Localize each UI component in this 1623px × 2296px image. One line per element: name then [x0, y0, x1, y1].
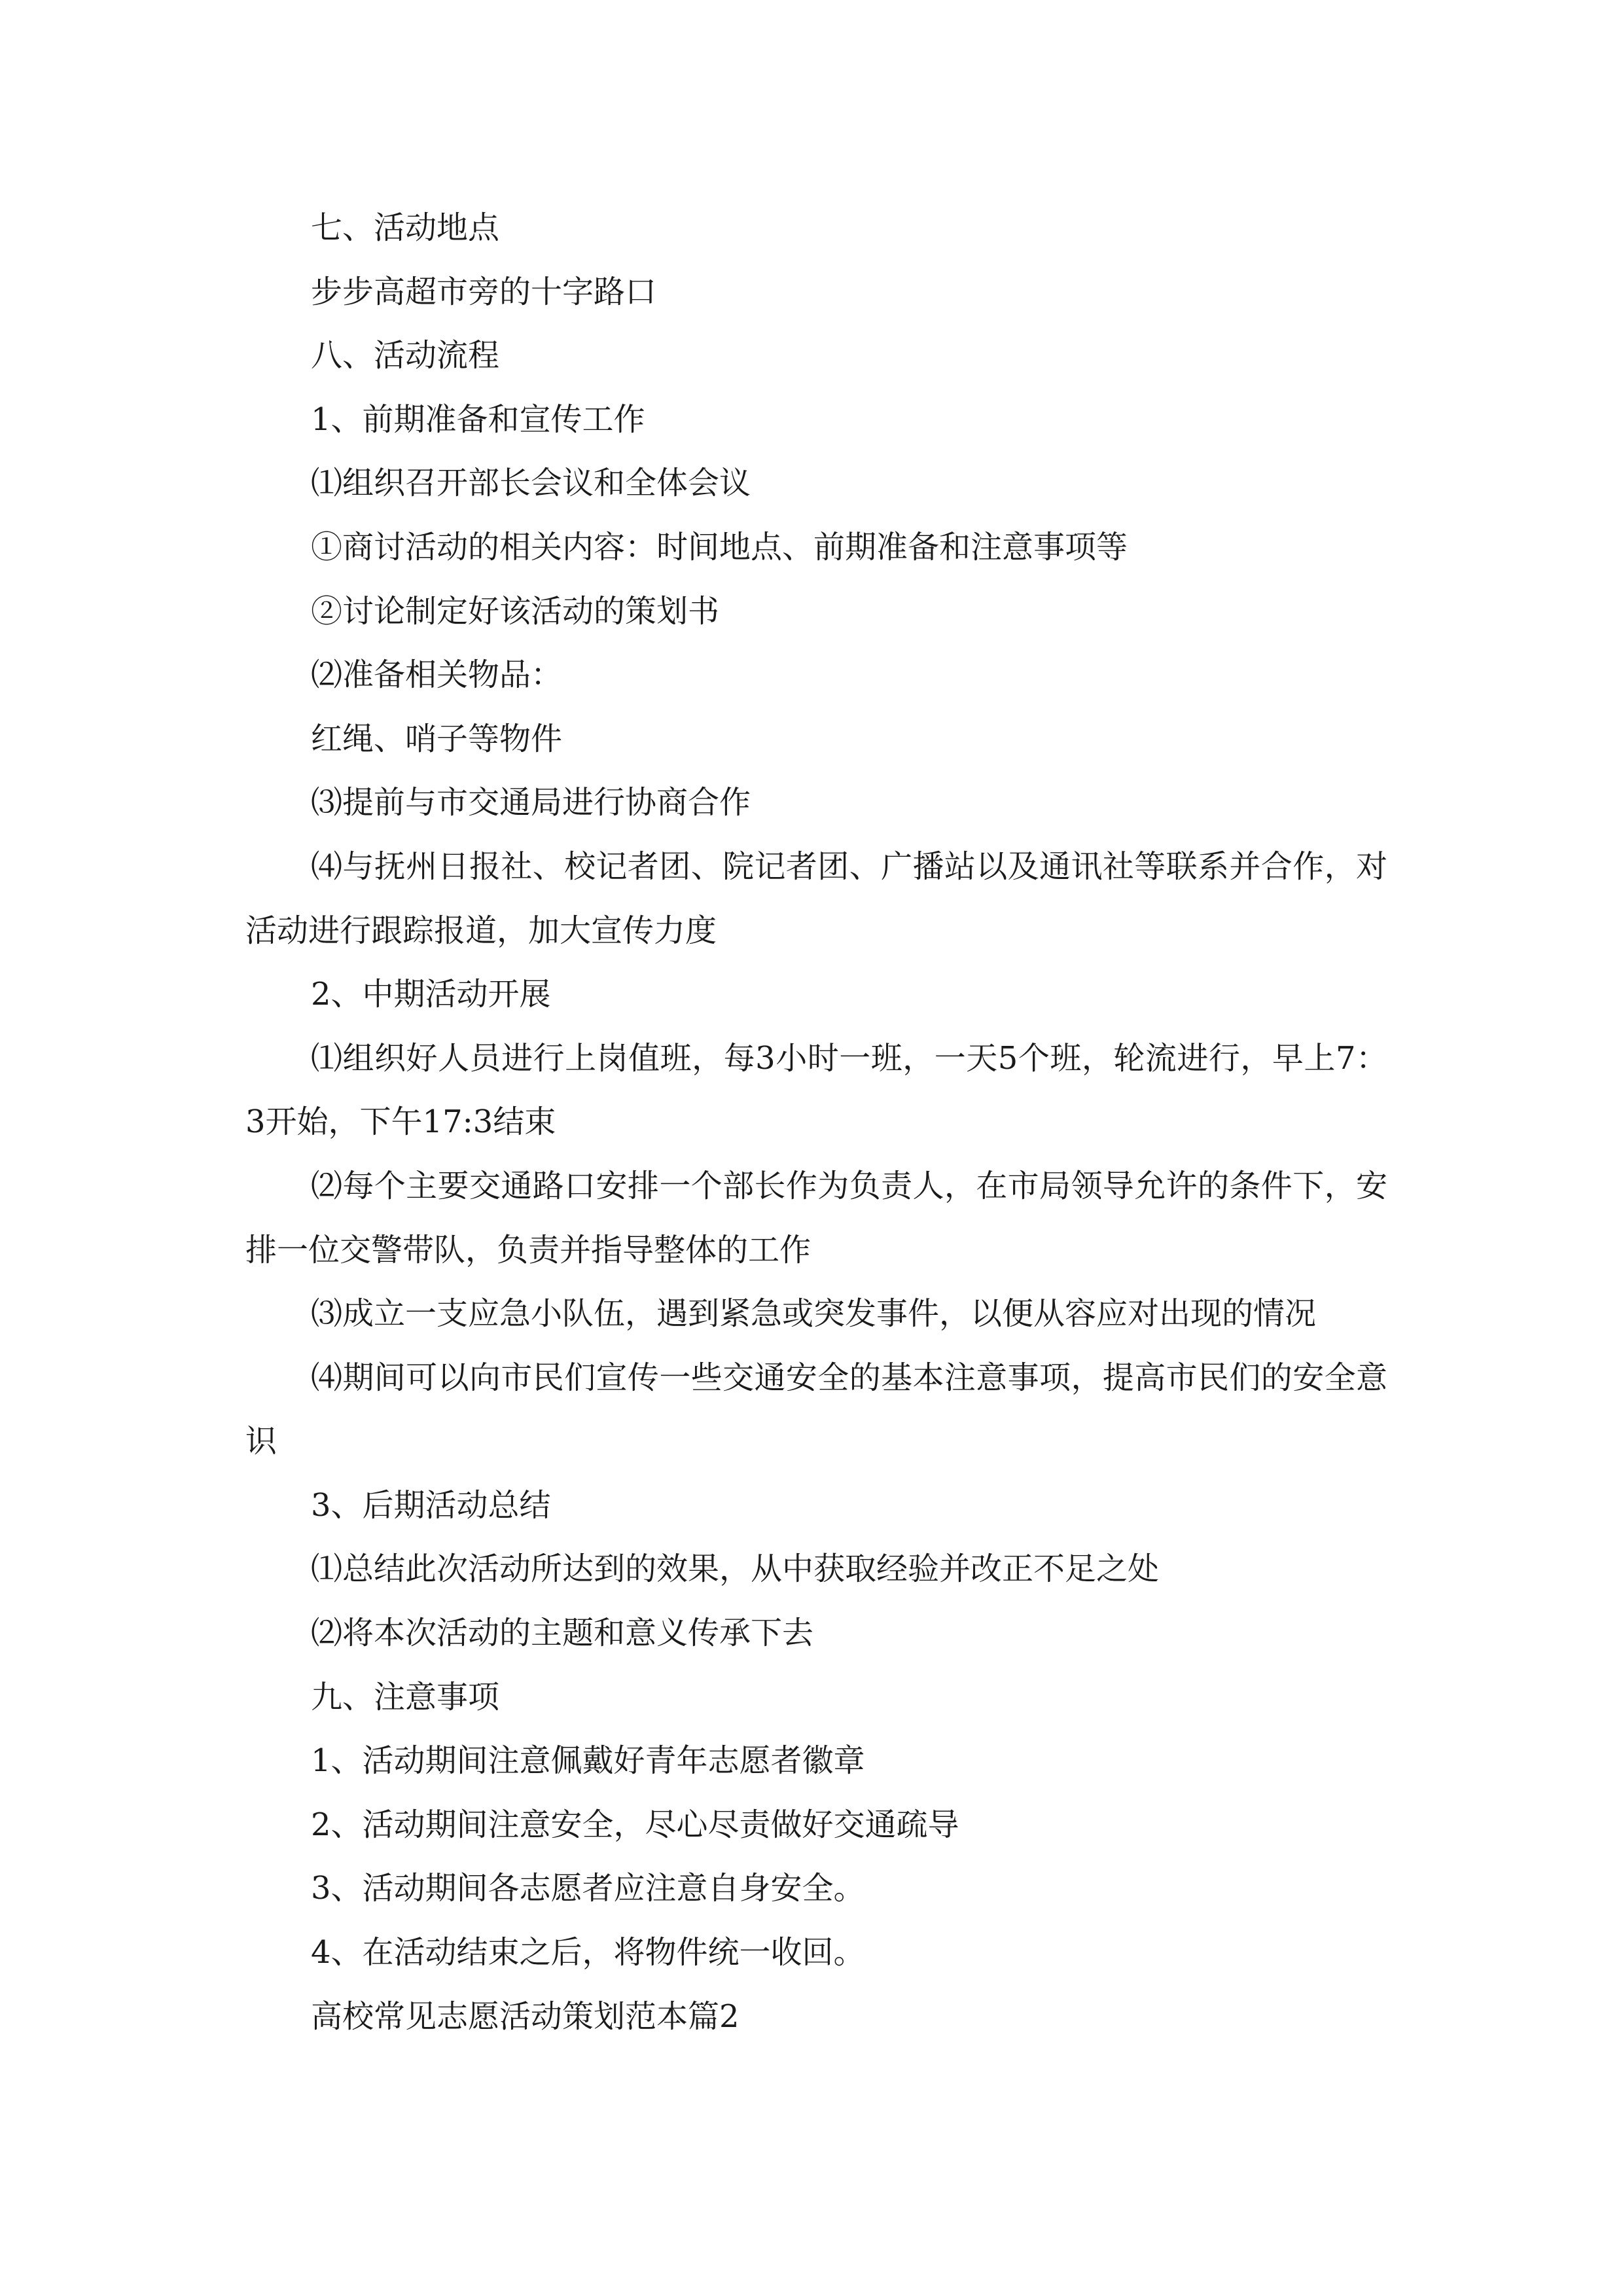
list-item: ⑷与抚州日报社、校记者团、院记者团、广播站以及通讯社等联系并合作，对活动进行跟踪报道，加大宣传力度	[245, 848, 1387, 949]
list-item: 3、活动期间各志愿者应注意自身安全。	[311, 1870, 865, 1907]
subheading: 2、中期活动开展	[311, 976, 551, 1013]
list-item: ⑴组织好人员进行上岗值班，每3小时一班，一天5个班，轮流进行，早上7：3开始，下午17:3结束	[245, 1039, 1387, 1141]
list-item: ⑵每个主要交通路口安排一个部长作为负责人，在市局领导允许的条件下，安排一位交警带队，负责并指导整体的工作	[245, 1167, 1387, 1268]
list-item: ⑴总结此次活动所达到的效果，从中获取经验并改正不足之处	[311, 1551, 1160, 1588]
list-item: ①商讨活动的相关内容：时间地点、前期准备和注意事项等	[311, 528, 1128, 565]
list-item: 4、在活动结束之后，将物件统一收回。	[311, 1934, 865, 1971]
paragraph: 步步高超市旁的十字路口	[311, 273, 657, 310]
list-item: ⑵准备相关物品：	[311, 656, 563, 694]
list-item: 2、活动期间注意安全，尽心尽责做好交通疏导	[311, 1806, 959, 1843]
document-body	[245, 196, 1387, 2049]
list-item: ⑴组织召开部长会议和全体会议	[311, 465, 751, 502]
list-item: ⑶成立一支应急小队伍，遇到紧急或突发事件，以便从容应对出现的情况	[311, 1295, 1317, 1333]
section-heading-location: 七、活动地点	[311, 209, 500, 246]
paragraph: 红绳、哨子等物件	[311, 720, 563, 757]
section-heading-notes: 九、注意事项	[311, 1678, 500, 1715]
list-item: 1、活动期间注意佩戴好青年志愿者徽章	[311, 1742, 865, 1780]
section-heading-process: 八、活动流程	[311, 337, 500, 374]
list-item: ⑵将本次活动的主题和意义传承下去	[311, 1615, 814, 1652]
document-section-title: 高校常见志愿活动策划范本篇2	[311, 1998, 740, 2035]
list-item: ②讨论制定好该活动的策划书	[311, 592, 720, 630]
subheading: 3、后期活动总结	[311, 1486, 551, 1524]
list-item: ⑷期间可以向市民们宣传一些交通安全的基本注意事项，提高市民们的安全意识	[245, 1359, 1387, 1460]
list-item: ⑶提前与市交通局进行协商合作	[311, 784, 751, 821]
subheading: 1、前期准备和宣传工作	[311, 401, 645, 438]
